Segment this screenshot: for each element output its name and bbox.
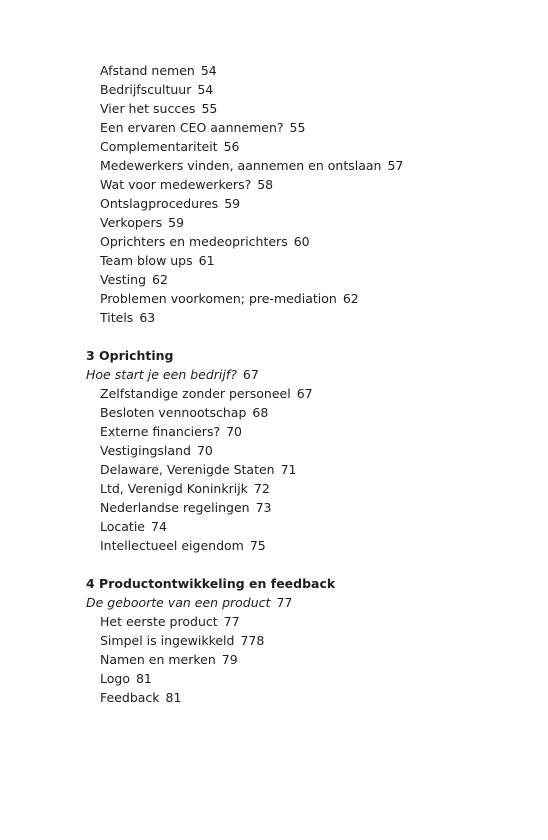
chapter-heading: 3 Oprichting	[86, 348, 174, 363]
entry-page: 62	[152, 272, 168, 287]
entry-page: 55	[201, 101, 218, 116]
entry-page: 58	[257, 177, 274, 192]
toc-entry	[86, 289, 526, 308]
toc-entry	[86, 441, 526, 460]
toc-entry	[86, 80, 526, 99]
entry-title: Verkopers	[100, 215, 163, 230]
toc-section-chapter-3	[86, 346, 526, 555]
entry-title: Afstand nemen	[100, 63, 195, 78]
entry-page: 81	[165, 690, 182, 705]
entry-page: 62	[342, 291, 359, 306]
chapter-subheading	[86, 593, 526, 612]
entry-title: Vesting	[100, 272, 147, 287]
entry-title: Een ervaren CEO aannemen?	[100, 120, 284, 135]
toc-entry	[86, 479, 526, 498]
entry-page: 54	[200, 63, 217, 78]
entry-title: Oprichters en medeoprichters	[100, 234, 288, 249]
entry-page: 56	[223, 139, 240, 154]
entry-page: 74	[151, 519, 167, 534]
toc-entry	[86, 669, 526, 688]
toc-entry	[86, 118, 526, 137]
toc-entry	[86, 403, 526, 422]
entry-page: 67	[296, 386, 313, 401]
entry-title: Team blow ups	[100, 253, 193, 268]
toc-entry	[86, 194, 526, 213]
toc-section-continued	[86, 61, 526, 327]
entry-page: 60	[293, 234, 310, 249]
entry-page: 72	[253, 481, 270, 496]
entry-title: Nederlandse regelingen	[100, 500, 250, 515]
entry-title: Problemen voorkomen; pre-mediation	[100, 291, 337, 306]
entry-page: 55	[289, 120, 306, 135]
subheading-title: De geboorte van een product	[86, 595, 271, 610]
entry-page: 70	[226, 424, 242, 439]
toc-entry	[86, 498, 526, 517]
entry-page: 59	[224, 196, 241, 211]
entry-title: Logo	[100, 671, 130, 686]
entry-page: 778	[240, 633, 265, 648]
subheading-title: Hoe start je een bedrijf?	[86, 367, 237, 382]
entry-title: Zelfstandige zonder personeel	[100, 386, 291, 401]
entry-title: Intellectueel eigendom	[100, 538, 244, 553]
entry-title: Medewerkers vinden, aannemen en ontslaan	[100, 158, 382, 173]
entry-title: Het eerste product	[100, 614, 218, 629]
toc-entry	[86, 536, 526, 555]
entry-title: Vestigingsland	[100, 443, 191, 458]
toc-entry	[86, 156, 526, 175]
entry-title: Simpel is ingewikkeld	[100, 633, 235, 648]
entry-page: 73	[255, 500, 272, 515]
entry-title: Wat voor medewerkers?	[100, 177, 252, 192]
toc-entry	[86, 517, 526, 536]
entry-title: Locatie	[100, 519, 145, 534]
table-of-contents	[86, 61, 526, 707]
subheading-page: 67	[242, 367, 259, 382]
toc-entry	[86, 251, 526, 270]
entry-title: Vier het succes	[100, 101, 196, 116]
toc-entry	[86, 631, 526, 650]
toc-entry	[86, 650, 526, 669]
entry-title: Delaware, Verenigde Staten	[100, 462, 275, 477]
toc-entry	[86, 270, 526, 289]
entry-title: Ltd, Verenigd Koninkrijk	[100, 481, 248, 496]
toc-entry	[86, 175, 526, 194]
entry-page: 75	[249, 538, 266, 553]
toc-entry	[86, 688, 526, 707]
entry-title: Complementariteit	[100, 139, 218, 154]
toc-entry	[86, 232, 526, 251]
toc-section-chapter-4	[86, 574, 526, 707]
toc-entry	[86, 460, 526, 479]
entry-title: Titels	[100, 310, 134, 325]
entry-page: 57	[387, 158, 404, 173]
chapter-subheading	[86, 365, 526, 384]
toc-entry	[86, 612, 526, 631]
entry-page: 77	[223, 614, 240, 629]
entry-title: Externe financiers?	[100, 424, 221, 439]
entry-page: 71	[280, 462, 297, 477]
entry-title: Namen en merken	[100, 652, 216, 667]
entry-title: Besloten vennootschap	[100, 405, 247, 420]
toc-entry	[86, 422, 526, 441]
entry-title: Bedrijfscultuur	[100, 82, 192, 97]
toc-entry	[86, 308, 526, 327]
toc-entry	[86, 61, 526, 80]
toc-entry	[86, 99, 526, 118]
toc-entry	[86, 137, 526, 156]
entry-page: 63	[139, 310, 156, 325]
entry-title: Feedback	[100, 690, 160, 705]
chapter-heading: 4 Productontwikkeling en feedback	[86, 576, 336, 591]
entry-page: 61	[198, 253, 215, 268]
entry-page: 81	[135, 671, 152, 686]
entry-page: 59	[168, 215, 185, 230]
entry-page: 79	[221, 652, 238, 667]
entry-page: 70	[196, 443, 213, 458]
toc-entry	[86, 384, 526, 403]
entry-page: 54	[197, 82, 214, 97]
entry-page: 68	[252, 405, 269, 420]
subheading-page: 77	[276, 595, 293, 610]
entry-title: Ontslagprocedures	[100, 196, 219, 211]
toc-entry	[86, 213, 526, 232]
